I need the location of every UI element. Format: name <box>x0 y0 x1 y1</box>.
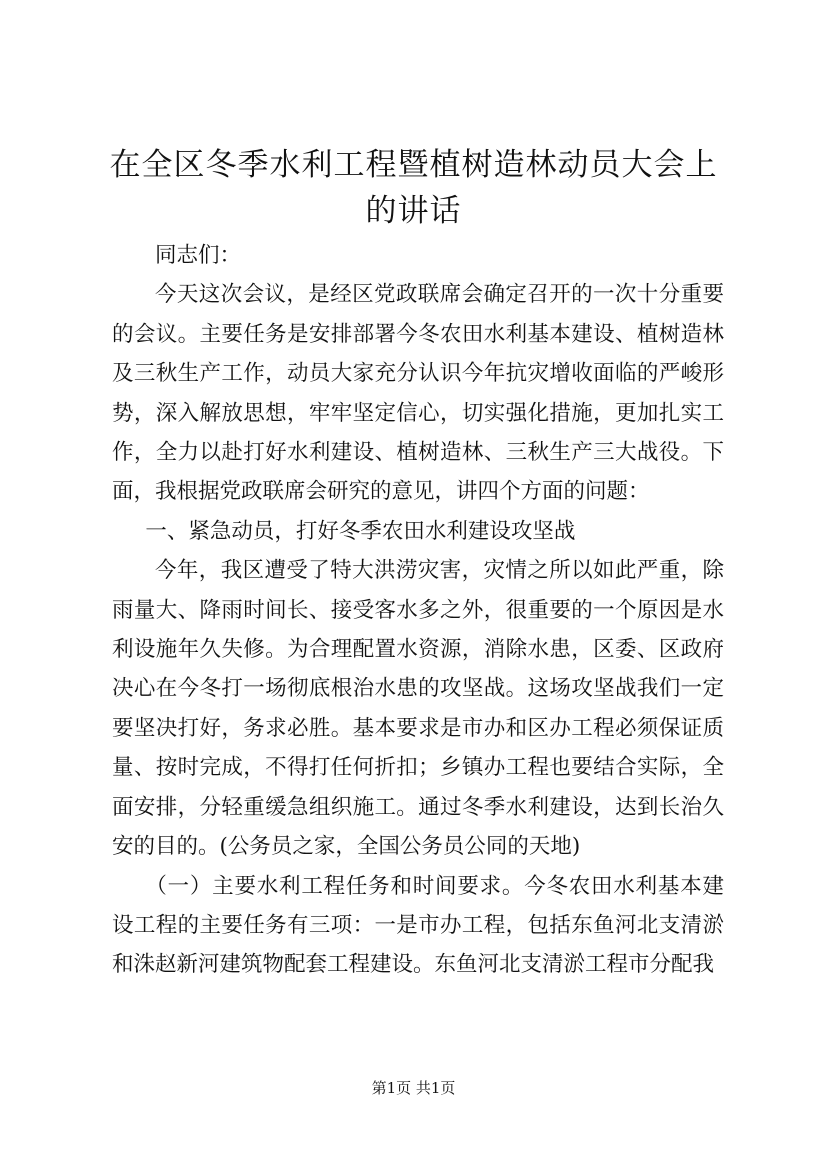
section-heading-1: 一、紧急动员，打好冬季农田水利建设攻坚战 <box>145 518 576 544</box>
paragraph-section-1: 今年，我区遭受了特大洪涝灾害，灾情之所以如此严重，除雨量大、降雨时间长、接受客水多之外，很重要的一个原因是水利设施年久失修。为合理配置水资源，消除水患，区委、区政府决心在今冬打一场彻底根治水患的攻坚战。这场攻坚战我们一定要坚决打好，务求必胜。基本要求是市办和区办工程必须保证质量、按时完成，不得打任何折扣；乡镇办工程也要结合实际，全面安排，分轻重缓急组织施工。通过冬季水利建设，达到长治久安的目的。(公务员之家，全国公务员公同的天地) <box>112 558 724 860</box>
document-title: 在全区冬季水利工程暨植树造林动员大会上的讲话 <box>109 147 718 229</box>
salutation: 同志们： <box>155 243 242 268</box>
page-footer: 第1页 共1页 <box>371 1079 456 1097</box>
paragraph-intro: 今天这次会议，是经区党政联席会确定召开的一次十分重要的会议。主要任务是安排部署今冬农田水利基本建设、植树造林及三秋生产工作，动员大家充分认识今年抗灾增收面临的严峻形势，深入解放思想，牢牢坚定信心，切实强化措施，更加扎实工作，全力以赴打好水利建设、植树造林、三秋生产三大战役。下面，我根据党政联席会研究的意见，讲四个方面的问题： <box>112 282 724 505</box>
document-body <box>112 236 724 985</box>
paragraph-subsection-1: （一）主要水利工程任务和时间要求。今冬农田水利基本建设工程的主要任务有三项：一是市办工程，包括东鱼河北支清淤和洙赵新河建筑物配套工程建设。东鱼河北支清淤工程市分配我 <box>112 873 724 978</box>
